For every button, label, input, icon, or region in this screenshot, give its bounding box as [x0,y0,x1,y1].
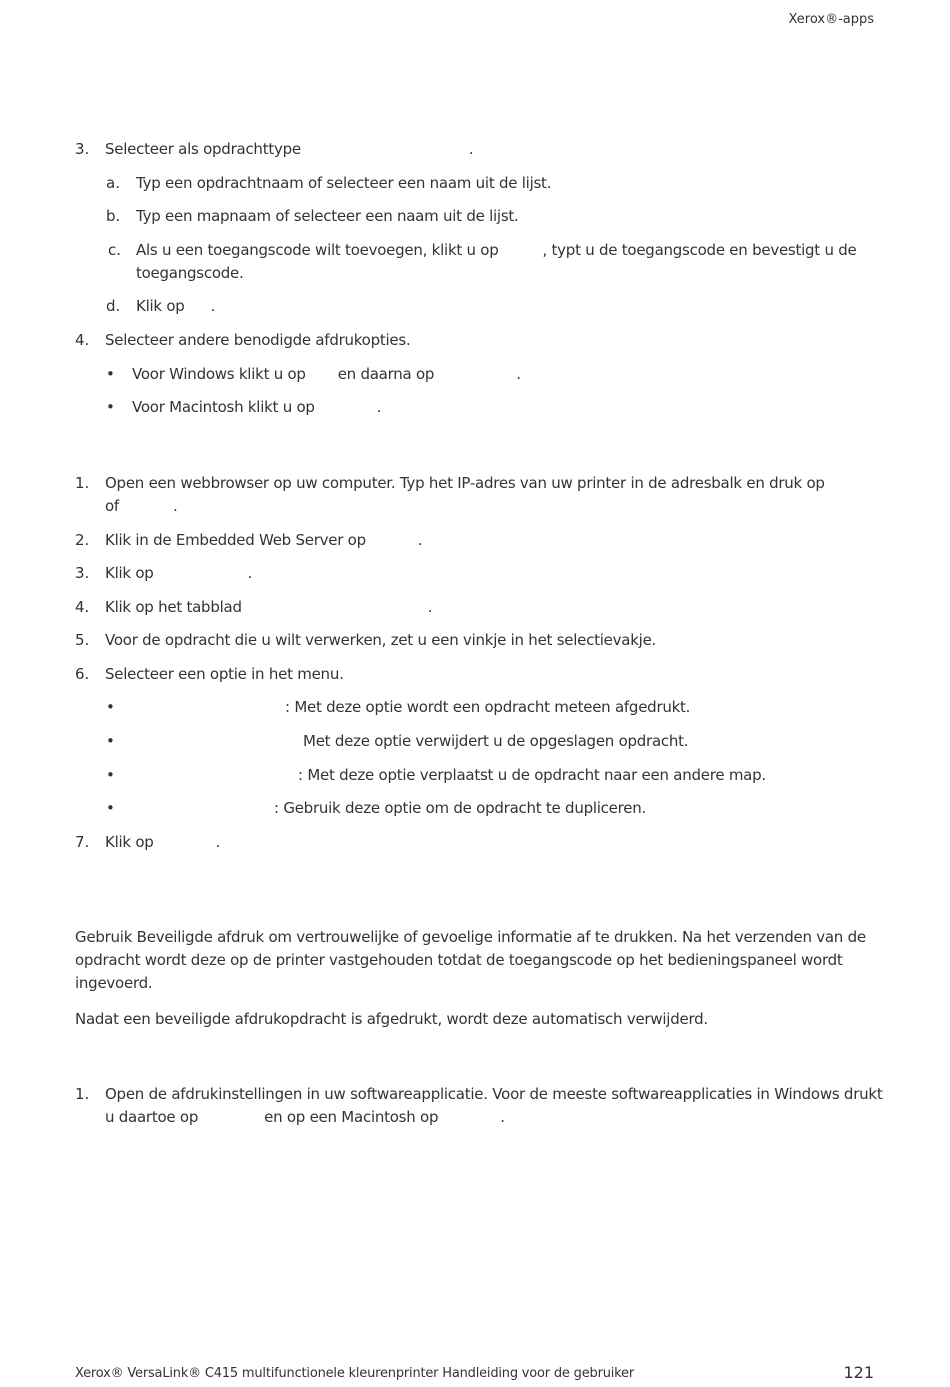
running-footer: Xerox® VersaLink® C415 multifunctionele kleurenprinter Handleiding voor de gebruiker [75,1366,634,1381]
bullet: • [106,732,115,750]
list-item: Typ een mapnaam of selecteer een naam uit de lijst. [136,207,519,225]
list-item: Klik op . [105,564,253,582]
list-item-continuation: u daartoe op en op een Macintosh op . [105,1108,505,1126]
bullet-item: : Met deze optie verplaatst u de opdracht naar een andere map. [298,766,766,784]
list-item: Als u een toegangscode wilt toevoegen, klikt u op , typt u de toegangscode en bevestigt u de [136,241,857,259]
list-item: Klik op . [105,833,221,851]
list-item: Klik op . [136,297,216,315]
list-item: Klik in de Embedded Web Server op . [105,531,423,549]
paragraph-line: Gebruik Beveiligde afdruk om vertrouwelijke of gevoelige informatie af te drukken. Na het verzenden van de [75,928,866,946]
bullet: • [106,766,115,784]
list-letter: a. [106,174,120,192]
list-number: 7. [75,833,90,851]
page-number: 121 [843,1363,874,1382]
list-item: Voor de opdracht die u wilt verwerken, zet u een vinkje in het selectievakje. [105,631,657,649]
list-number: 4. [75,598,90,616]
bullet: • [106,698,115,716]
bullet: • [106,398,115,416]
list-letter: c. [108,241,122,259]
list-item-continuation: toegangscode. [136,264,244,282]
list-number: 4. [75,331,90,349]
paragraph: Nadat een beveiligde afdrukopdracht is afgedrukt, wordt deze automatisch verwijderd. [75,1010,708,1028]
bullet-item: : Met deze optie wordt een opdracht meteen afgedrukt. [285,698,691,716]
list-item: Selecteer als opdrachttype . [105,140,474,158]
list-number: 3. [75,140,90,158]
list-letter: d. [106,297,121,315]
list-letter: b. [106,207,121,225]
list-item: Klik op het tabblad . [105,598,433,616]
list-item: Selecteer andere benodigde afdrukopties. [105,331,411,349]
bullet-item: : Gebruik deze optie om de opdracht te dupliceren. [274,799,646,817]
list-number: 1. [75,474,90,492]
list-number: 6. [75,665,90,683]
bullet: • [106,365,115,383]
list-number: 1. [75,1085,90,1103]
list-item: Typ een opdrachtnaam of selecteer een naam uit de lijst. [136,174,552,192]
paragraph-line: ingevoerd. [75,974,153,992]
list-number: 5. [75,631,90,649]
list-number: 3. [75,564,90,582]
list-number: 2. [75,531,90,549]
paragraph-line: opdracht wordt deze op de printer vastgehouden totdat de toegangscode op het bedieningspaneel wordt [75,951,843,969]
bullet-item: Voor Macintosh klikt u op . [132,398,382,416]
bullet: • [106,799,115,817]
running-header: Xerox®-apps [788,12,874,27]
list-item: Selecteer een optie in het menu. [105,665,344,683]
list-item: Open een webbrowser op uw computer. Typ het IP-adres van uw printer in de adresbalk en druk op [105,474,825,492]
list-item: Open de afdrukinstellingen in uw softwareapplicatie. Voor de meeste softwareapplicaties in Windows drukt [105,1085,883,1103]
list-item-continuation: of . [105,497,178,515]
bullet-item: Met deze optie verwijdert u de opgeslagen opdracht. [303,732,689,750]
bullet-item: Voor Windows klikt u op en daarna op . [132,365,521,383]
